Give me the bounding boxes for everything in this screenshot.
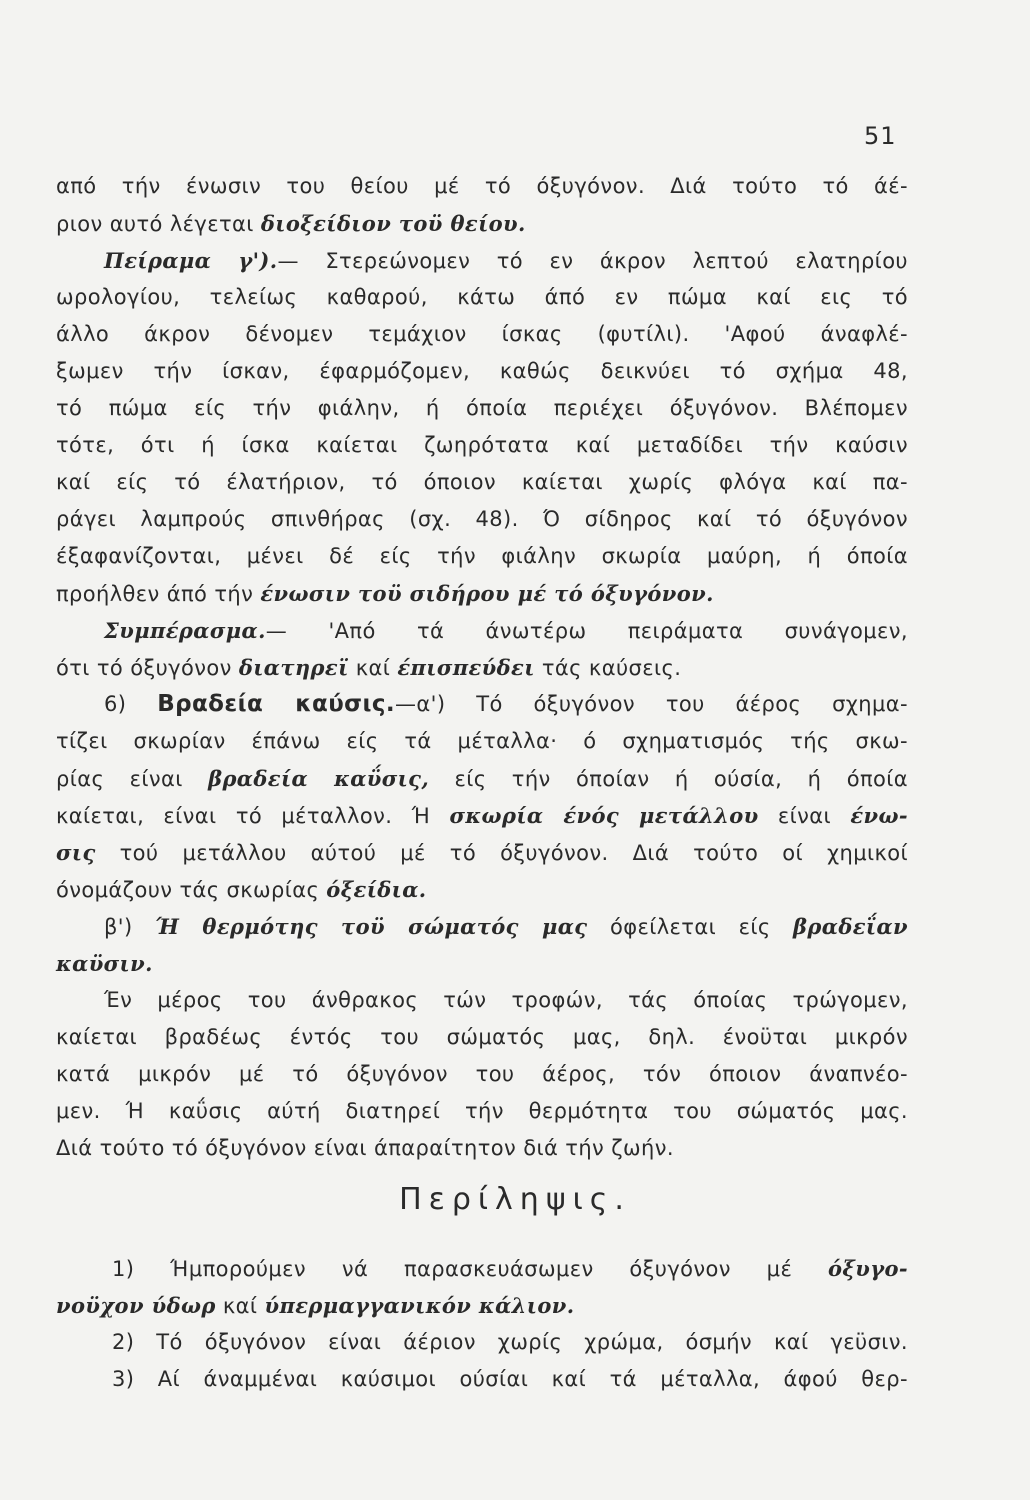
emphasized-term: όξυγο- <box>827 1256 908 1281</box>
emphasized-term: διατηρεϊ <box>238 655 349 680</box>
text-line: καί είς τό έλατήριον, τό όποιον καίεται χωρίς φλόγα καί πα- <box>56 470 908 494</box>
text-line: Διά τούτο τό όξυγόνον είναι άπαραίτητον διά τήν ζωήν. <box>56 1136 674 1160</box>
summary-item: 3) Αί άναμμέναι καύσιμοι ούσίαι καί τά μέταλλα, άφού θερ- <box>112 1367 908 1391</box>
text-line: έξαφανίζονται, μένει δέ είς τήν φιάλην σκωρία μαύρη, ή όποία <box>56 544 908 568</box>
text-line: Έν μέρος του άνθρακος τών τροφών, τάς όποίας τρώγομεν, <box>104 988 908 1012</box>
summary-list <box>56 1250 908 1398</box>
text-line: καίεται, είναι τό μέταλλον. Ή σκωρία ένός μετάλλου είναι ένω- <box>56 803 908 828</box>
experiment-label: Πείραμα γ'). <box>104 248 278 273</box>
emphasized-term: βραδεΐαν <box>793 914 908 939</box>
text-line: τίζει σκωρίαν έπάνω είς τά μέταλλα· ό σχηματισμός τής σκω- <box>56 729 908 753</box>
page-number: 51 <box>864 122 897 150</box>
emphasized-term: ένωσιν τοϋ σιδήρου μέ τό όξυγόνον. <box>260 581 714 606</box>
emphasized-term: διοξείδιον τοϋ θείου. <box>260 211 526 236</box>
emphasized-term: έπισπεύδει <box>397 655 535 680</box>
text-line: τό πώμα είς τήν φιάλην, ή όποία περιέχει όξυγόνον. Βλέπομεν <box>56 396 908 420</box>
summary-item: 1) Ήμπορούμεν νά παρασκευάσωμεν όξυγόνον μέ όξυγο- <box>112 1256 908 1281</box>
text-line: ράγει λαμπρούς σπινθήρας (σχ. 48). Ό σίδηρος καί τό όξυγόνον <box>56 507 908 531</box>
text-line: Συμπέρασμα.— 'Από τά άνωτέρω πειράματα συνάγομεν, <box>104 618 908 643</box>
text-line: όνομάζουν τάς σκωρίας όξείδια. <box>56 877 427 902</box>
emphasized-term: καϋσιν. <box>56 951 153 976</box>
text-line: Πείραμα γ').— Στερεώνομεν τό εν άκρον λεπτού ελατηρίου <box>104 248 908 273</box>
emphasized-term: νοϋχον ύδωρ <box>56 1293 216 1318</box>
section-heading: Βραδεία καύσις. <box>157 691 396 717</box>
emphasized-term: σκωρία ένός μετάλλου <box>449 803 759 828</box>
text-line: ξωμεν τήν ίσκαν, έφαρμόζομεν, καθώς δεικνύει τό σχήμα 48, <box>56 359 908 383</box>
text-line: 6) Βραδεία καύσις.—α') Τό όξυγόνον του άέρος σχημα- <box>104 691 908 717</box>
text-line: άλλο άκρον δένομεν τεμάχιον ίσκας (φυτίλι). 'Αφού άναφλέ- <box>56 322 908 346</box>
summary-title: Περίληψις. <box>399 1182 631 1217</box>
text-line: από τήν ένωσιν του θείου μέ τό όξυγόνον. Διά τούτο τό άέ- <box>56 174 908 198</box>
conclusion-label: Συμπέρασμα. <box>104 618 266 643</box>
text-line: τότε, ότι ή ίσκα καίεται ζωηρότατα καί μεταδίδει τήν καύσιν <box>56 433 908 457</box>
text-line: ρίας είναι βραδεία καΰσις, είς τήν όποίαν ή ούσία, ή όποία <box>56 766 908 791</box>
text-line: ριον αυτό λέγεται διοξείδιον τοϋ θείου. <box>56 211 526 236</box>
emphasized-term: βραδεία καΰσις, <box>208 766 430 791</box>
text-line: μεν. Ή καΰσις αύτή διατηρεί τήν θερμότητα του σώματός μας. <box>56 1099 908 1123</box>
body-text <box>56 168 908 1167</box>
text-line: β') Ή θερμότης τοϋ σώματός μας όφείλεται είς βραδεΐαν <box>104 914 908 939</box>
text-line: προήλθεν άπό τήν ένωσιν τοϋ σιδήρου μέ τό όξυγόνον. <box>56 581 714 606</box>
emphasized-term: ύπερμαγγανικόν κάλιον. <box>264 1293 575 1318</box>
emphasized-term: όξείδια. <box>326 877 427 902</box>
summary-item: νοϋχον ύδωρ καί ύπερμαγγανικόν κάλιον. <box>56 1293 575 1318</box>
text-line: σις τού μετάλλου αύτού μέ τό όξυγόνον. Διά τούτο οί χημικοί <box>56 840 908 865</box>
text-line: ότι τό όξυγόνον διατηρεϊ καί έπισπεύδει τάς καύσεις. <box>56 655 682 680</box>
emphasized-term: ένω- <box>850 803 908 828</box>
text-line: ωρολογίου, τελείως καθαρού, κάτω άπό εν πώμα καί εις τό <box>56 285 908 309</box>
emphasized-term: σις <box>56 840 96 865</box>
text-line <box>56 945 908 982</box>
summary-item: 2) Τό όξυγόνον είναι άέριον χωρίς χρώμα, όσμήν καί γεϋσιν. <box>112 1330 908 1354</box>
text-line: καίεται βραδέως έντός του σώματός μας, δηλ. ένοϋται μικρόν <box>56 1025 908 1049</box>
text-line: κατά μικρόν μέ τό όξυγόνον του άέρος, τόν όποιον άναπνέο- <box>56 1062 908 1086</box>
emphasized-term: Ή θερμότης τοϋ σώματός μας <box>155 914 588 939</box>
